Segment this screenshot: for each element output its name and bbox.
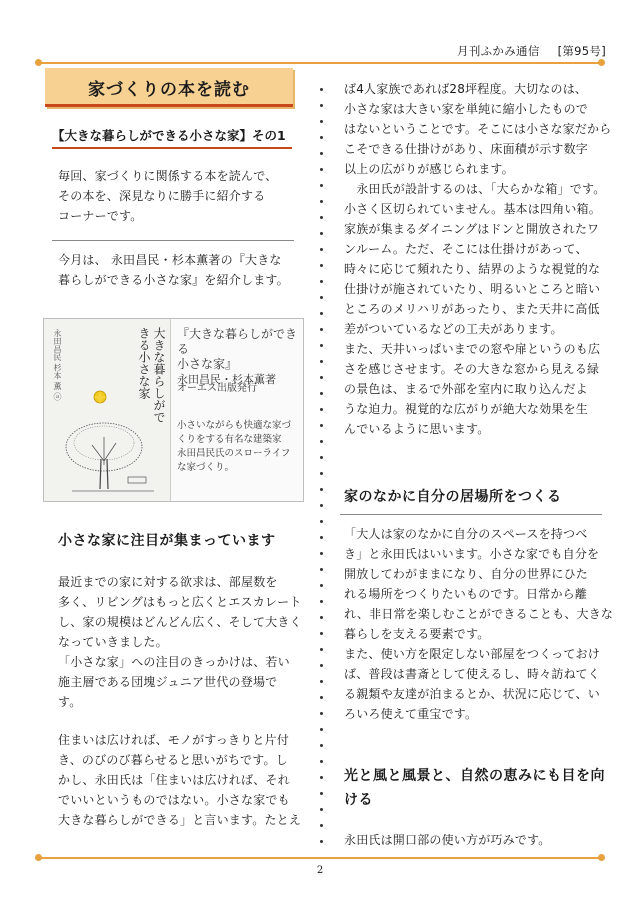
- top-rule: [38, 62, 602, 64]
- right-column-paragraph3: 永田氏は開口部の使い方が巧みです。: [344, 833, 551, 847]
- book-image: [43, 318, 304, 502]
- book-description: 小さいながらも快適な家づ くりをする有名な建築家 永田昌民氏のスローライフ な家づくり。: [177, 420, 292, 473]
- tree-illustration-icon: [44, 319, 170, 501]
- article-title-box: [45, 68, 293, 107]
- book-publisher: オーエス出版発行: [177, 383, 257, 394]
- book-title-line2: 小さな家』: [177, 357, 238, 371]
- section-heading-small-house: 小さな家に注目が集まっています: [58, 533, 276, 549]
- publication-name: 月刊ふかみ通信: [457, 44, 540, 58]
- section1-paragraph1: 最近までの家に対する欲求は、部屋数を 多く、リビングはもっと広くとエスカレート し、家の規模はどんどん広く、そして大きく なっていきました。 「小さな家」への注目のきっかけは、若い 施主層である団塊ジュニア世代の登場で す。: [58, 575, 302, 709]
- intro-text: 毎回、家づくりに関係する本を読んで、 その本を、深見なりに勝手に紹介する コーナーです。: [58, 169, 278, 223]
- bottom-rule: [38, 857, 602, 859]
- section-heading-light-wind: 光と風と風景と、自然の恵みにも目を向 ける: [344, 768, 605, 808]
- book-cover: [44, 319, 171, 501]
- subtitle-rule: [52, 147, 292, 149]
- cover-authors: 永田昌民 杉本 薫 ⓐ: [53, 329, 62, 401]
- column-divider: [319, 88, 325, 848]
- right-column-paragraph1: ば4人家族であれば28坪程度。大切なのは、 小さな家は大きい家を単純に縮小したもので はないということです。そこには小さな家だから こそできる仕掛けがあり、床面積が示す数字 以上の広がりが感じられます。 永田氏が設計するのは、「大らかな箱」です。 小さく区切られていません。基本は四角い箱。 家族が集まるダイニングはドンと開放されたワ ンルーム。ただ、そこには仕掛けがあって、 時々に応じて頻れたり、結界のような視覚的な 仕掛けが施されていたり、明るいところと暗い ところのメリハリがあったり、また天井に高低 差がついているなどの工夫があります。 また、天井いっぱいまでの窓や扉というのも広 さを感じさせます。その大きな窓から見える緑 の景色は、まるで外部を室内に取り込んだよ うな迫力。視覚的な広がりが絶大な効果を生 んでいるように思います。: [344, 82, 612, 436]
- section-heading-own-place: 家のなかに自分の居場所をつくる: [344, 489, 562, 505]
- book-authors: 永田昌民・杉本薫著: [177, 373, 276, 386]
- article-title: 家づくりの本を読む: [88, 80, 250, 100]
- article-subtitle: 【大きな暮らしができる小さな家】その1: [52, 128, 286, 143]
- cover-title: 大きな暮らしができる小さな家: [137, 327, 166, 423]
- page-header: [457, 43, 606, 59]
- book-title-line1: 『大きな暮らしができる: [177, 327, 298, 356]
- page-number: 2: [316, 865, 324, 876]
- intro-divider: [52, 240, 294, 241]
- section2-rule: [340, 514, 602, 515]
- section1-paragraph2: 住まいは広ければ、モノがすっきりと片付 き、のびのび暮らせると思いがちです。し かし、永田氏は「住まいは広ければ、それ でいいというものではない。小さな家でも 大きな暮らしができる」と言います。たとえ: [58, 733, 302, 827]
- right-column-paragraph2: 「大人は家のなかに自分のスペースを持つべ き」と永田氏はいいます。小さな家でも自分を 開放してわがままになり、自分の世界にひた れる場所をつくりたいものです。日常から離 れ、非日常を楽しむことができることも、大きな 暮らしを支える要素です。 また、使い方を限定しない部屋をつくっておけ ば、普段は書斎として使えるし、時々訪ねてく る親類や友達が泊まるとか、状況に応じて、い ろいろ使えて重宝です。: [344, 527, 614, 721]
- this-month-text: 今月は、 永田昌民・杉本薫著の『大きな 暮らしができる小さな家』を紹介します。: [58, 253, 289, 287]
- issue-number: [第95号]: [557, 44, 606, 58]
